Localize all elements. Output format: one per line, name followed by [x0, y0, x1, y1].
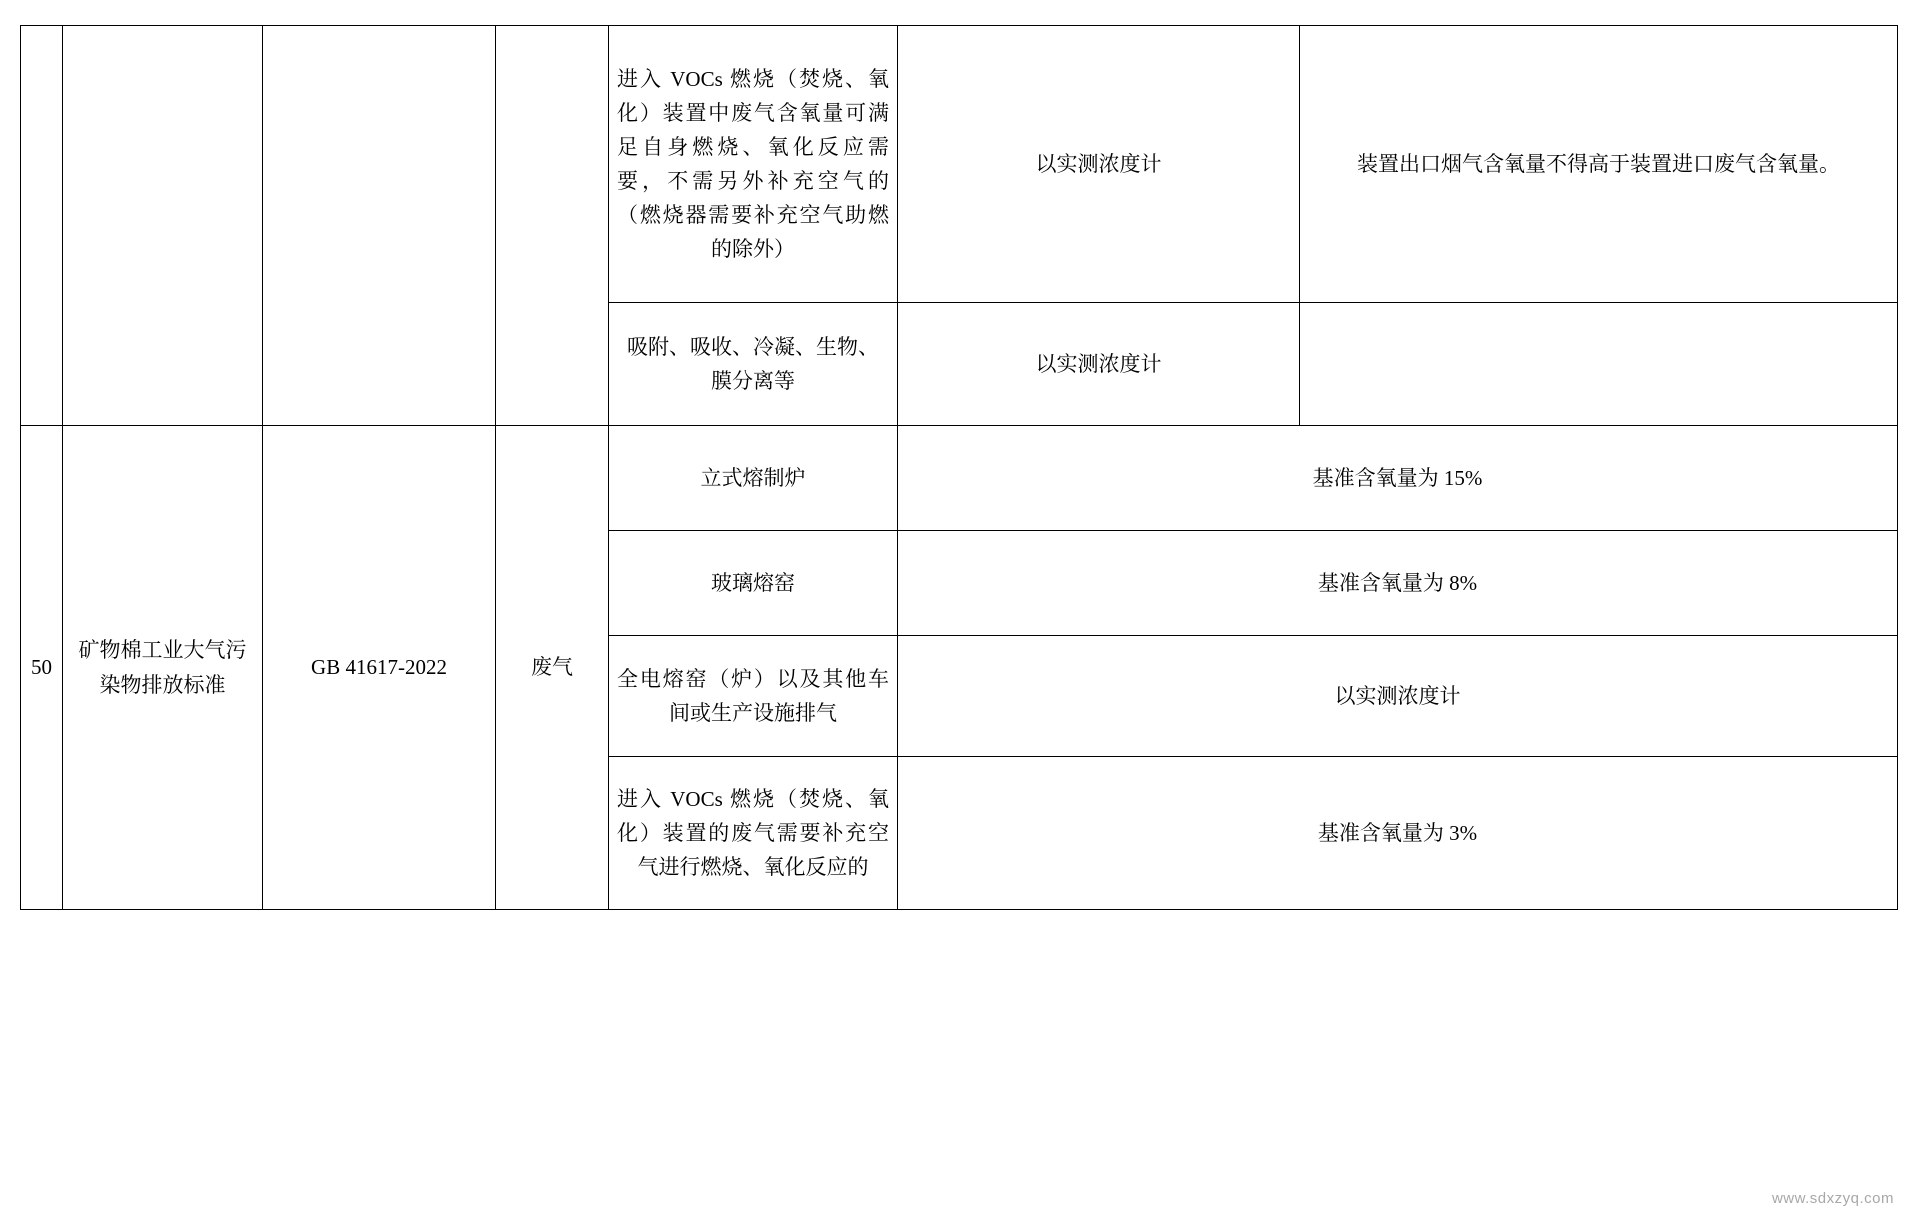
cell-condition: 玻璃熔窑 — [609, 531, 898, 636]
cell-condition: 进入 VOCs 燃烧（焚烧、氧化）装置的废气需要补充空气进行燃烧、氧化反应的 — [609, 757, 898, 910]
cell-value: 以实测浓度计 — [898, 636, 1898, 757]
table-row — [21, 426, 1898, 531]
cell-pollutant-type: 废气 — [496, 426, 609, 910]
table-row — [21, 26, 1898, 303]
cell-pollutant-type-empty — [496, 26, 609, 426]
site-watermark: www.sdxzyq.com — [1771, 1190, 1894, 1207]
cell-standard-code: GB 41617-2022 — [263, 426, 496, 910]
cell-condition: 全电熔窑（炉）以及其他车间或生产设施排气 — [609, 636, 898, 757]
cell-value: 基准含氧量为 15% — [898, 426, 1898, 531]
cell-condition: 吸附、吸收、冷凝、生物、膜分离等 — [609, 303, 898, 426]
cell-condition: 立式熔制炉 — [609, 426, 898, 531]
cell-standard-name-empty — [63, 26, 263, 426]
cell-measure: 以实测浓度计 — [898, 26, 1300, 303]
cell-measure: 以实测浓度计 — [898, 303, 1300, 426]
cell-note: 装置出口烟气含氧量不得高于装置进口废气含氧量。 — [1300, 26, 1898, 303]
standards-table — [20, 25, 1898, 910]
cell-value: 基准含氧量为 3% — [898, 757, 1898, 910]
cell-condition: 进入 VOCs 燃烧（焚烧、氧化）装置中废气含氧量可满足自身燃烧、氧化反应需要，不需另外补充空气的（燃烧器需要补充空气助燃的除外） — [609, 26, 898, 303]
cell-value: 基准含氧量为 8% — [898, 531, 1898, 636]
cell-row-number-empty — [21, 26, 63, 426]
cell-note — [1300, 303, 1898, 426]
cell-standard-name: 矿物棉工业大气污染物排放标准 — [63, 426, 263, 910]
cell-row-number: 50 — [21, 426, 63, 910]
cell-standard-code-empty — [263, 26, 496, 426]
